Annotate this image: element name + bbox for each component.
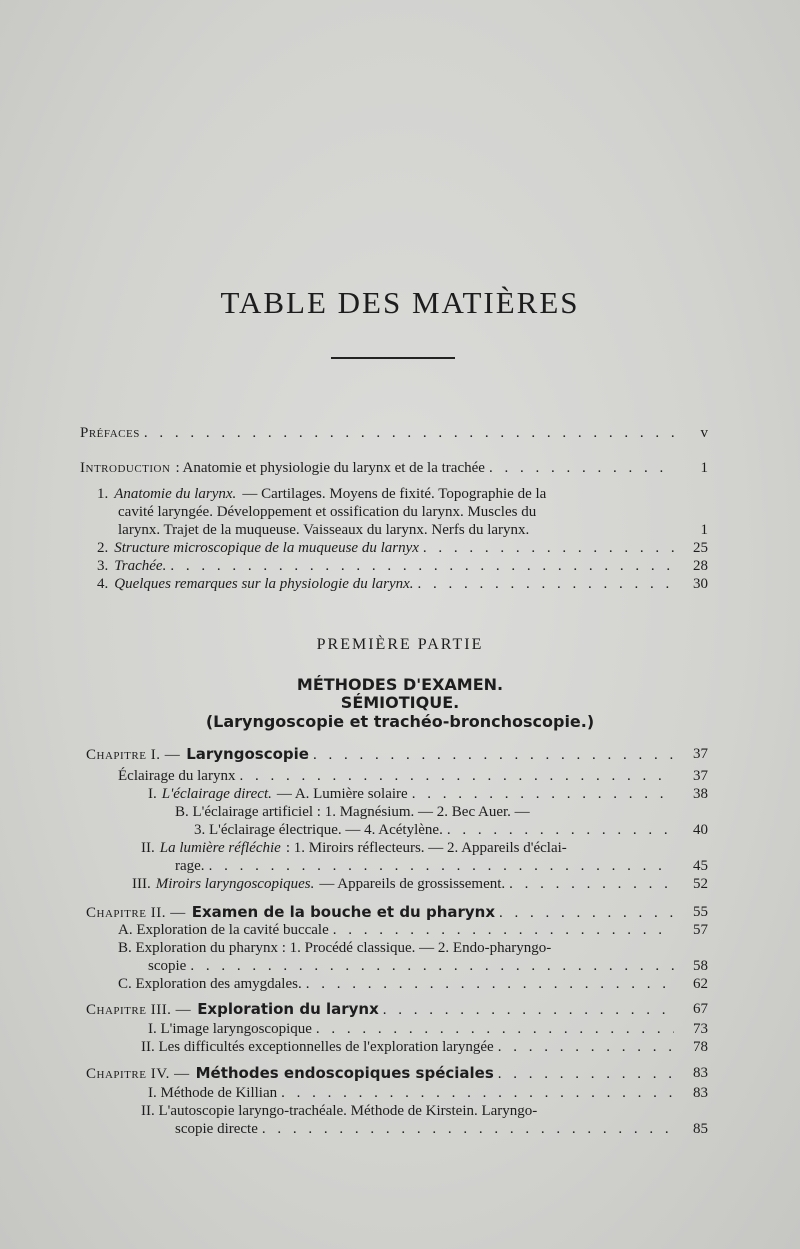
entry-text: I. Méthode de Killian	[148, 1085, 278, 1101]
chapter-1-entry-1-page: 37	[693, 768, 708, 784]
intro-item-2	[97, 539, 678, 557]
dot-leader	[306, 975, 674, 993]
chapter-label: Chapitre IV. —	[86, 1066, 190, 1082]
chapter-2-entry-1-page: 57	[693, 922, 708, 938]
entry-number: III.	[132, 876, 151, 892]
chapter-2-entry-2	[118, 939, 551, 957]
entry-text: B. Exploration du pharynx : 1. Procédé classique. — 2. Endo-pharyngo-	[118, 940, 552, 956]
entry-number: II.	[141, 840, 155, 856]
intro-item-1-page: 1	[700, 522, 708, 538]
chapter-label: Chapitre II. —	[86, 905, 186, 921]
item-title: Quelques remarques sur la physiologie du larynx.	[114, 576, 414, 592]
item-text: cavité laryngée. Développement et ossification du larynx. Muscles du	[118, 504, 537, 520]
dot-leader	[509, 875, 674, 893]
introduction-label: Introduction	[80, 460, 171, 476]
chapter-3-entry-1-page: 73	[693, 1021, 708, 1037]
page-title: TABLE DES MATIÈRES	[220, 285, 580, 320]
chapter-2-entry-4-page: 62	[693, 976, 708, 992]
entry-text: rage.	[175, 858, 205, 874]
entry-title: L'éclairage direct.	[161, 786, 272, 802]
dot-leader	[239, 767, 674, 785]
chapter-2-entry-4	[118, 975, 678, 993]
entry-text: II. L'autoscopie laryngo-trachéale. Méthode de Kirstein. Laryngo-	[141, 1103, 538, 1119]
entry-text: II. Les difficultés exceptionnelles de l'exploration laryngée	[141, 1039, 494, 1055]
entry-text: — A. Lumière solaire	[276, 786, 408, 802]
chapter-1-entry-2-page: 38	[693, 786, 708, 802]
chapter-1-entry-7	[132, 875, 678, 893]
title-rule	[331, 357, 455, 359]
intro-item-1-line-1	[97, 485, 546, 503]
toc-entry-introduction	[80, 459, 678, 477]
chapter-4-heading	[86, 1064, 678, 1082]
dot-leader	[144, 424, 674, 442]
item-number: 2.	[97, 540, 109, 556]
chapter-2-page: 55	[693, 904, 708, 920]
chapter-3-heading	[86, 1000, 678, 1018]
chapter-3-page: 67	[693, 1001, 708, 1017]
entry-text: 3. L'éclairage électrique. — 4. Acétylène.	[194, 822, 443, 838]
entry-text: I. L'image laryngoscopique	[148, 1021, 312, 1037]
intro-item-4-page: 30	[693, 576, 708, 592]
chapter-1-heading	[86, 745, 678, 763]
dot-leader	[209, 857, 674, 875]
entry-text: : 1. Miroirs réflecteurs. — 2. Appareils d'éclai-	[285, 840, 567, 856]
chapter-3-entry-2	[141, 1038, 678, 1056]
part-title: PREMIÈRE PARTIE	[316, 636, 484, 653]
chapter-3-entry-2-page: 78	[693, 1039, 708, 1055]
entry-text: A. Exploration de la cavité buccale	[118, 922, 329, 938]
intro-item-3-page: 28	[693, 558, 708, 574]
item-title: Trachée.	[114, 558, 167, 574]
entry-text: scopie directe	[175, 1121, 258, 1137]
dot-leader	[418, 575, 674, 593]
entry-text: C. Exploration des amygdales.	[118, 976, 302, 992]
dot-leader	[489, 459, 674, 477]
part-heading-2: SÉMIOTIQUE.	[340, 693, 460, 712]
chapter-title: Examen de la bouche et du pharynx	[191, 903, 496, 921]
chapter-2-entry-3	[148, 957, 678, 975]
chapter-label: Chapitre I. —	[86, 747, 181, 763]
dot-leader	[262, 1120, 674, 1138]
chapter-2-entry-1	[118, 921, 678, 939]
intro-item-1-line-2	[118, 503, 536, 521]
dot-leader	[412, 785, 674, 803]
toc-entry-preface	[80, 424, 678, 442]
chapter-1-page: 37	[693, 746, 708, 762]
entry-number: I.	[148, 786, 157, 802]
entry-text: B. L'éclairage artificiel : 1. Magnésium. — 2. Bec Auer. —	[175, 804, 530, 820]
chapter-1-entry-4-page: 40	[693, 822, 708, 838]
chapter-3-entry-1	[148, 1020, 678, 1038]
chapter-1-entry-1	[118, 767, 678, 785]
dot-leader	[498, 1038, 674, 1056]
intro-item-3	[97, 557, 678, 575]
dot-leader	[423, 539, 674, 557]
intro-item-1-line-3	[118, 521, 529, 539]
item-text: — Cartilages. Moyens de fixité. Topographie de la	[242, 486, 547, 502]
entry-text: scopie	[148, 958, 187, 974]
dot-leader	[447, 821, 674, 839]
part-heading-1: MÉTHODES D'EXAMEN.	[296, 675, 504, 694]
chapter-1-entry-5	[141, 839, 567, 857]
item-number: 1.	[97, 486, 109, 502]
chapter-1-entry-6	[175, 857, 678, 875]
dot-leader	[170, 557, 674, 575]
dot-leader	[316, 1020, 674, 1038]
dot-leader	[281, 1084, 674, 1102]
item-title: Structure microscopique de la muqueuse du larnyx	[114, 540, 419, 556]
chapter-1-entry-3	[175, 803, 530, 821]
chapter-title: Méthodes endoscopiques spéciales	[195, 1064, 494, 1082]
entry-title: Miroirs laryngoscopiques.	[155, 876, 315, 892]
preface-label: Préfaces	[80, 425, 140, 441]
chapter-4-entry-1	[148, 1084, 678, 1102]
dot-leader	[333, 921, 674, 939]
chapter-4-entry-3	[175, 1120, 678, 1138]
chapter-1-entry-2	[148, 785, 678, 803]
dot-leader	[190, 957, 674, 975]
dot-leader	[499, 904, 674, 922]
item-text: larynx. Trajet de la muqueuse. Vaisseaux du larynx. Nerfs du larynx.	[118, 522, 530, 538]
entry-text: Éclairage du larynx	[118, 768, 236, 784]
chapter-1-entry-7-page: 52	[693, 876, 708, 892]
chapter-label: Chapitre III. —	[86, 1002, 192, 1018]
chapter-2-heading	[86, 903, 678, 921]
chapter-title: Exploration du larynx	[197, 1000, 379, 1018]
dot-leader	[383, 1001, 674, 1019]
chapter-1-entry-6-page: 45	[693, 858, 708, 874]
item-number: 3.	[97, 558, 109, 574]
chapter-1-entry-4	[194, 821, 678, 839]
intro-item-2-page: 25	[693, 540, 708, 556]
dot-leader	[498, 1065, 674, 1083]
intro-item-4	[97, 575, 678, 593]
chapter-4-page: 83	[693, 1065, 708, 1081]
chapter-4-entry-3-page: 85	[693, 1121, 708, 1137]
item-number: 4.	[97, 576, 109, 592]
dot-leader	[313, 746, 674, 764]
chapter-4-entry-2	[141, 1102, 537, 1120]
introduction-page: 1	[700, 460, 708, 476]
entry-text: — Appareils de grossissement.	[319, 876, 506, 892]
introduction-text: : Anatomie et physiologie du larynx et de la trachée	[175, 460, 485, 476]
entry-title: La lumière réfléchie	[159, 840, 281, 856]
chapter-title: Laryngoscopie	[186, 745, 309, 763]
item-title: Anatomie du larynx.	[114, 486, 237, 502]
chapter-2-entry-3-page: 58	[693, 958, 708, 974]
preface-page: v	[700, 425, 708, 441]
part-heading-3: (Laryngoscopie et trachéo-bronchoscopie.)	[205, 712, 595, 731]
chapter-4-entry-1-page: 83	[693, 1085, 708, 1101]
